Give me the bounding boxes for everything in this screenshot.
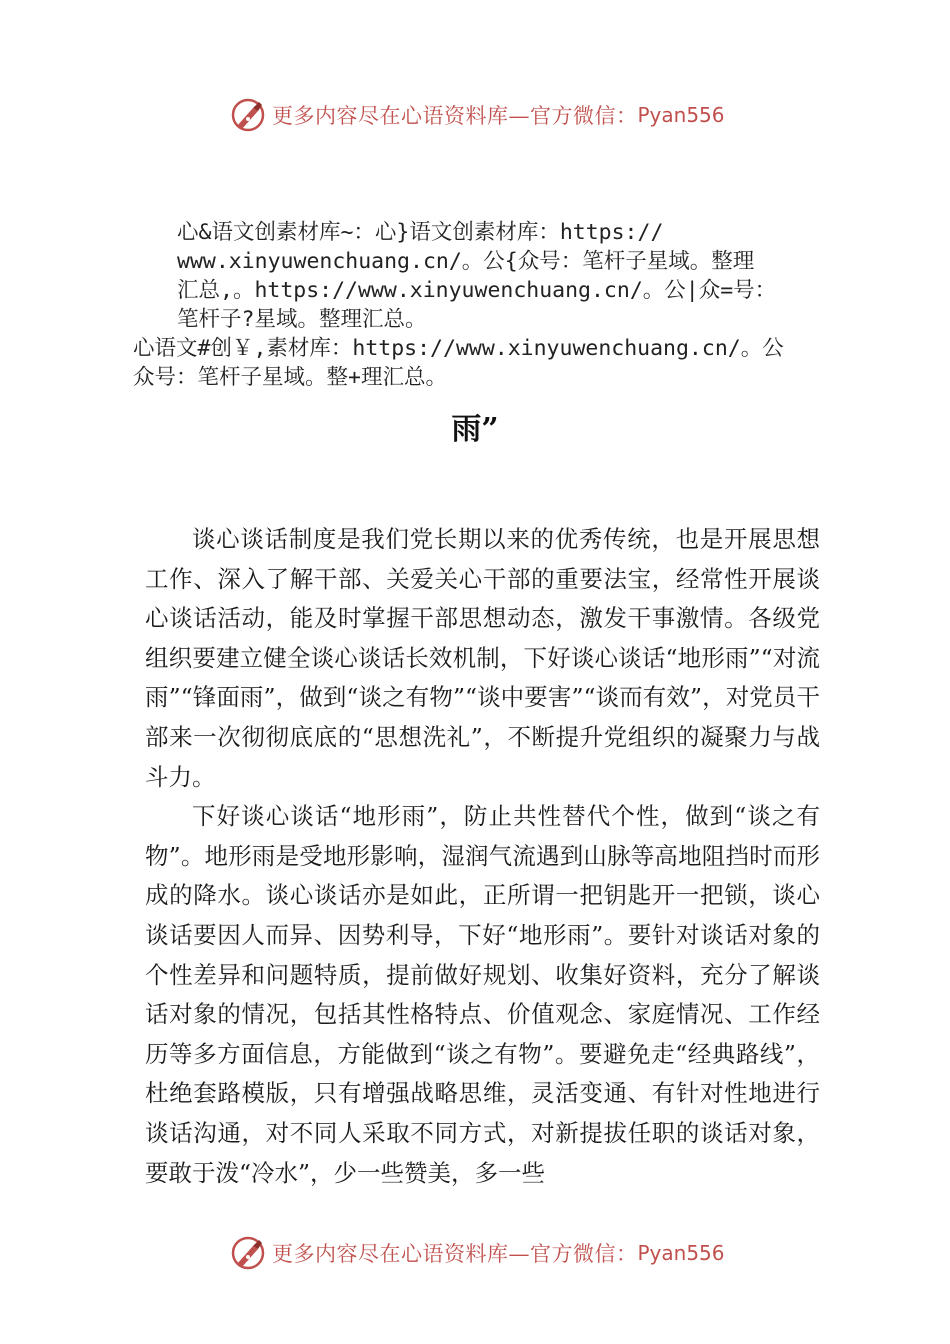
header-line: www.xinyuwenchuang.cn/。公{众号：笔杆子星域。整理	[177, 249, 755, 274]
banner-wechat-id: Pyan556	[637, 103, 725, 127]
body-paragraph: 谈心谈话制度是我们党长期以来的优秀传统，也是开展思想工作、深入了解干部、关爱关心干部的重要法宝，经常性开展谈心谈话活动，能及时掌握干部思想动态，激发干事激情。各级党组织要建立健全谈心谈话长效机制，下好谈心谈话“地形雨”“对流雨”“锋面雨”，做到“谈之有物”“谈中要害”“谈而有效”，对党员干部来一次彻彻底底的“思想洗礼”，不断提升党组织的凝聚力与战斗力。	[145, 525, 820, 791]
pen-nib-logo-icon	[228, 95, 268, 135]
banner-slogan: 更多内容尽在心语资料库—官方微信：	[272, 1242, 638, 1266]
body-paragraph: 下好谈心谈话“地形雨”，防止共性替代个性，做到“谈之有物”。地形雨是受地形影响，湿润气流遇到山脉等高地阻挡时而形成的降水。谈心谈话亦是如此，正所谓一把钥匙开一把锁，谈心谈话要因人而异、因势利导，下好“地形雨”。要针对谈话对象的个性差异和问题特质，提前做好规划、收集好资料，充分了解谈话对象的情况，包括其性格特点、价值观念、家庭情况、工作经历等多方面信息，方能做到“谈之有物”。要避免走“经典路线”，杜绝套路模版，只有增强战略思维，灵活变通、有针对性地进行谈话沟通，对不同人采取不同方式，对新提拔任职的谈话对象，要敢于泼“冷水”，少一些赞美，多一些	[145, 802, 820, 1187]
pen-nib-logo-icon	[228, 1233, 268, 1273]
top-banner	[228, 95, 725, 135]
header-line: 众号：笔杆子星域。整+理汇总。	[133, 365, 447, 390]
banner-wechat-id: Pyan556	[637, 1241, 725, 1265]
header-line: 笔杆子?星域。整理汇总。	[177, 307, 427, 332]
document-title: 雨”	[451, 412, 499, 447]
header-line: 心&语文创素材库~：心}语文创素材库：https://	[177, 220, 664, 245]
header-line: 汇总,。https://www.xinyuwenchuang.cn/。公|众=号：	[177, 278, 777, 303]
banner-slogan: 更多内容尽在心语资料库—官方微信：	[272, 104, 638, 128]
document-body	[145, 520, 820, 1193]
header-text-block	[133, 218, 833, 392]
header-line: 心语文#创￥,素材库：https://www.xinyuwenchuang.cn/。公	[133, 336, 784, 361]
bottom-banner	[228, 1233, 725, 1273]
